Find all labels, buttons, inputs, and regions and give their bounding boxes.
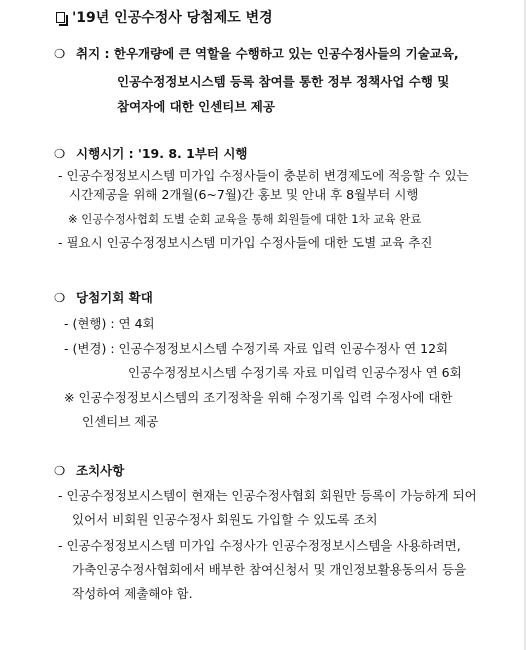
section-schedule-note: ※ 인공수정사협회 도별 순회 교육을 통해 회원들에 대한 1차 교육 완료: [68, 212, 422, 226]
section-action-text: 조치사항: [76, 463, 125, 478]
section-schedule-heading: [54, 146, 247, 162]
section-schedule-line: - 필요시 인공수정정보시스템 미가입 수정사들에 대한 도별 교육 추진: [58, 235, 433, 250]
section-action-line: - 인공수정정보시스템 미가입 수정사가 인공수정정보시스템을 사용하려면,: [58, 538, 461, 553]
section-purpose-heading: [54, 46, 459, 62]
circle-bullet-icon: ❍: [54, 290, 66, 305]
checkbox-icon: [56, 12, 65, 23]
circle-bullet-icon: ❍: [54, 46, 66, 61]
section-purpose-line: 참여자에 대한 인센티브 제공: [117, 99, 275, 114]
section-purpose-text: 취지 : 한우개량에 큰 역할을 수행하고 있는 인공수정사들의 기술교육,: [76, 46, 459, 61]
circle-bullet-icon: ❍: [54, 463, 66, 478]
document-title: '19년 인공수정사 당첨제도 변경: [72, 10, 273, 26]
section-opportunity-note: 인센티브 제공: [82, 414, 159, 429]
section-opportunity-line: 인공수정정보시스템 수정기록 자료 미입력 인공수정사 연 6회: [128, 365, 462, 380]
circle-bullet-icon: ❍: [54, 146, 66, 161]
section-action-heading: [54, 463, 124, 479]
section-action-line: - 인공수정정보시스템이 현재는 인공수정사협회 회원만 등록이 가능하게 되어: [58, 488, 477, 503]
section-schedule-line: 시간제공을 위해 2개월(6~7월)간 홍보 및 안내 후 8월부터 시행: [69, 187, 419, 202]
section-schedule-text: 시행시기 : '19. 8. 1부터 시행: [76, 146, 248, 161]
section-action-line: 작성하여 제출해야 함.: [72, 586, 193, 601]
section-opportunity-line: - (변경) : 인공수정정보시스템 수정기록 자료 입력 인공수정사 연 12회: [64, 341, 449, 356]
section-opportunity-line: - (현행) : 연 4회: [64, 316, 155, 331]
section-schedule-line: - 인공수정정보시스템 미가입 수정사들이 충분히 변경제도에 적응할 수 있는: [58, 168, 469, 183]
section-opportunity-heading: [54, 290, 153, 306]
section-opportunity-text: 당첨기회 확대: [76, 290, 153, 305]
section-opportunity-note: ※ 인공수정정보시스템의 조기정착을 위해 수정기록 입력 수정사에 대한: [64, 390, 453, 405]
section-action-line: 가축인공수정사협회에서 배부한 참여신청서 및 개인정보활용동의서 등을: [72, 562, 467, 577]
section-action-line: 있어서 비회원 인공수정사 회원도 가입할 수 있도록 조치: [72, 512, 378, 527]
section-purpose-line: 인공수정정보시스템 등록 참여를 통한 정부 정책사업 수행 및: [117, 74, 450, 89]
